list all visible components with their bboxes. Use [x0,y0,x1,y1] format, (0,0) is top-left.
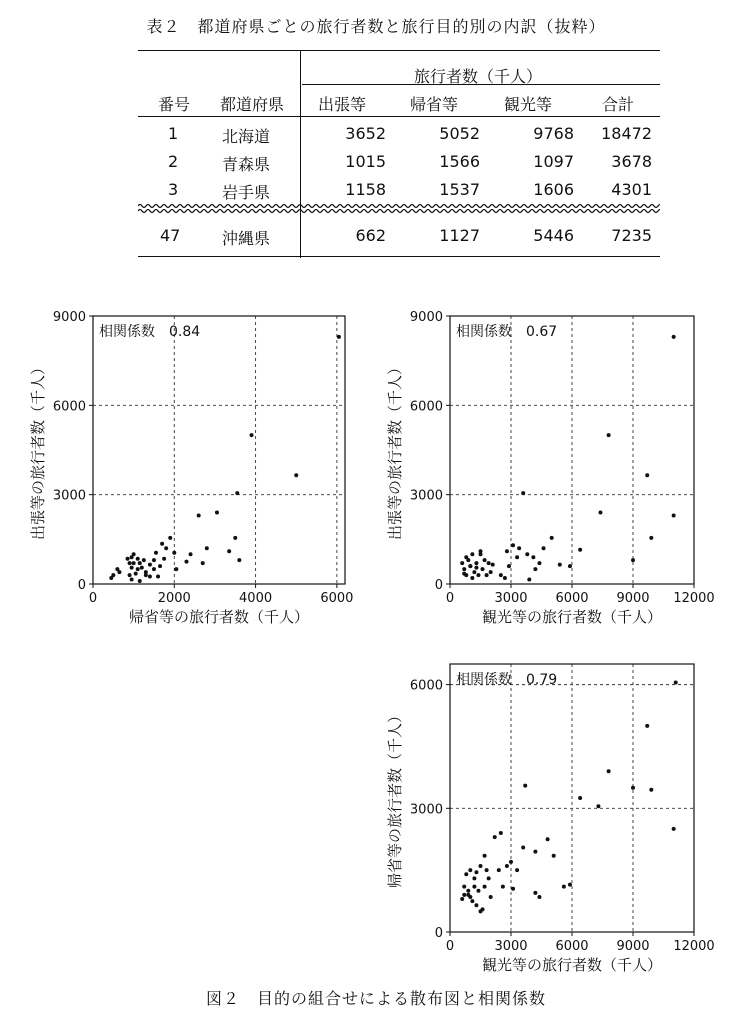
data-point [136,567,140,571]
row-prefecture: 沖縄県 [222,229,271,248]
data-point [148,575,152,579]
row-no: 2 [168,152,179,171]
data-point [479,552,483,556]
data-point [515,868,519,872]
data-point [472,885,476,889]
data-point [578,796,582,800]
data-point [631,558,635,562]
data-point [174,567,178,571]
data-point [649,788,653,792]
data-point [487,876,491,880]
row-total: 7235 [611,226,652,245]
data-point [470,576,474,580]
data-point [466,893,470,897]
data-point [468,564,472,568]
header-total: 合計 [602,95,635,114]
data-point [138,579,142,583]
data-point [476,889,480,893]
y-tick-label: 6000 [52,399,86,415]
data-point [546,837,550,841]
data-point [462,885,466,889]
data-point [596,804,600,808]
data-point [464,872,468,876]
data-point [552,854,556,858]
x-tick-label: 2000 [157,591,191,606]
correlation-annotation: 相関係数 0.79 [456,672,558,688]
data-point [476,573,480,577]
row-no: 1 [168,124,179,143]
data-point [493,835,497,839]
data-point [337,335,341,339]
scatter-plot-2 [386,310,715,626]
x-tick-label: 9000 [616,939,650,954]
data-point [533,567,537,571]
data-point [672,514,676,518]
data-point [485,573,489,577]
data-point [497,868,501,872]
row-business: 662 [355,226,386,245]
data-point [483,558,487,562]
data-point [507,564,511,568]
data-point [479,864,483,868]
plot-frame [93,316,345,584]
x-tick-label: 6000 [320,591,354,606]
row-no: 47 [160,226,181,245]
data-point [483,885,487,889]
data-point [126,557,130,561]
data-point [464,555,468,559]
data-point [189,552,193,556]
x-tick-label: 3000 [494,939,528,954]
data-point [154,551,158,555]
data-point [562,885,566,889]
data-point [525,552,529,556]
data-point [109,576,113,580]
data-point [515,555,519,559]
data-point [250,433,254,437]
row-tourism: 1606 [533,180,574,199]
x-tick-label: 6000 [555,591,589,606]
row-business: 3652 [345,124,386,143]
data-point [521,491,525,495]
data-point [491,563,495,567]
data-point [537,895,541,899]
data-point [527,578,531,582]
data-point [136,557,140,561]
data-point [533,850,537,854]
data-point [158,564,162,568]
y-tick-label: 9000 [52,310,86,325]
figure-caption: 図２ 目的の組合せによる散布図と相関係数 [205,989,546,1008]
row-home: 5052 [439,124,480,143]
data-point [645,473,649,477]
data-point [128,573,132,577]
data-point [501,885,505,889]
data-point [152,567,156,571]
data-point [128,561,132,565]
y-tick-label: 6000 [409,678,443,694]
data-point [235,491,239,495]
data-point [511,887,515,891]
data-point [517,546,521,550]
row-prefecture: 岩手県 [222,183,271,202]
y-tick-label: 0 [434,578,443,593]
data-point [489,895,493,899]
data-point [533,891,537,895]
data-point [130,555,134,559]
data-point [466,889,470,893]
data-point [489,570,493,574]
x-tick-label: 9000 [616,591,650,606]
data-point [237,558,241,562]
x-axis-label: 観光等の旅行者数（千人） [481,608,663,626]
y-axis-label: 出張等の旅行者数（千人） [29,359,47,541]
data-point [140,566,144,570]
data-point [537,561,541,565]
data-point [672,335,676,339]
data-point [130,578,134,582]
data-point [132,561,136,565]
row-prefecture: 青森県 [222,155,271,174]
header-prefecture: 都道府県 [220,95,285,114]
y-tick-label: 0 [77,578,86,593]
data-point [474,870,478,874]
data-point [474,566,478,570]
y-axis-label: 帰省等の旅行者数（千人） [386,707,404,889]
header-tourism: 観光等 [504,95,553,114]
data-point [505,549,509,553]
data-point [531,555,535,559]
data-point [197,514,201,518]
data-point [168,536,172,540]
data-point [607,433,611,437]
data-point [472,570,476,574]
x-tick-label: 0 [88,591,98,606]
row-tourism: 1097 [533,152,574,171]
data-point [470,899,474,903]
data-point [470,552,474,556]
data-point [130,566,134,570]
data-point [550,536,554,540]
data-point [568,564,572,568]
group-header: 旅行者数（千人） [414,67,543,86]
data-point [460,897,464,901]
data-point [152,558,156,562]
header-home: 帰省等 [410,95,459,114]
row-home: 1537 [439,180,480,199]
y-tick-label: 3000 [409,802,443,818]
data-point [607,769,611,773]
data-point [631,786,635,790]
y-tick-label: 0 [434,926,443,941]
x-tick-label: 6000 [555,939,589,954]
y-tick-label: 3000 [52,488,86,504]
x-tick-label: 12000 [673,939,715,954]
data-point [505,864,509,868]
data-point [134,572,138,576]
row-business: 1015 [345,152,386,171]
data-point [156,575,160,579]
data-point [162,557,166,561]
data-point [164,546,168,550]
data-point [201,561,205,565]
x-axis-label: 帰省等の旅行者数（千人） [128,608,310,626]
y-axis-label: 出張等の旅行者数（千人） [386,359,404,541]
data-point [481,567,485,571]
row-total: 3678 [611,152,652,171]
x-tick-label: 0 [445,591,455,606]
x-tick-label: 0 [445,939,455,954]
x-tick-label: 4000 [239,591,273,606]
data-point [184,560,188,564]
data-point [462,572,466,576]
row-total: 18472 [601,124,652,143]
data-point [578,548,582,552]
x-axis-label: 観光等の旅行者数（千人） [481,956,663,974]
data-point [205,546,209,550]
y-tick-label: 9000 [409,310,443,325]
row-tourism: 9768 [533,124,574,143]
row-total: 4301 [611,180,652,199]
data-point [462,567,466,571]
data-point [460,561,464,565]
scatter-plot-1 [29,310,353,626]
y-tick-label: 3000 [409,488,443,504]
data-point [487,561,491,565]
data-point [468,868,472,872]
row-home: 1566 [439,152,480,171]
data-point [521,845,525,849]
data-point [598,511,602,515]
data-point [142,558,146,562]
data-point [649,536,653,540]
data-point [148,563,152,567]
row-business: 1158 [345,180,386,199]
data-point [462,893,466,897]
header-no: 番号 [158,95,191,114]
data-point [474,903,478,907]
data-point [503,576,507,580]
data-point [542,546,546,550]
x-tick-label: 3000 [494,591,528,606]
row-tourism: 5446 [533,226,574,245]
data-point [481,907,485,911]
data-point [138,561,142,565]
row-prefecture: 北海道 [222,127,271,146]
y-tick-label: 6000 [409,399,443,415]
data-point [215,511,219,515]
data-point [294,473,298,477]
table-title: 表２ 都道府県ごとの旅行者数と旅行目的別の内訳（抜粋） [146,17,606,36]
data-point [483,854,487,858]
data-point [558,563,562,567]
x-tick-label: 12000 [673,591,715,606]
row-home: 1127 [439,226,480,245]
data-point [472,876,476,880]
data-point [144,573,148,577]
data-point [172,551,176,555]
correlation-annotation: 相関係数 0.84 [99,324,201,340]
data-point [160,542,164,546]
data-point [474,561,478,565]
data-point [499,831,503,835]
data-point [645,724,649,728]
data-point [227,549,231,553]
scatter-plot-3 [386,664,715,974]
header-business: 出張等 [318,95,367,114]
data-point [117,570,121,574]
data-point [485,868,489,872]
data-point [233,536,237,540]
data-point [672,827,676,831]
data-point [499,573,503,577]
data-point [568,883,572,887]
data-point [674,681,678,685]
row-no: 3 [168,180,179,199]
data-point [523,784,527,788]
data-point [511,543,515,547]
data-point [509,860,513,864]
correlation-annotation: 相関係数 0.67 [456,324,558,340]
